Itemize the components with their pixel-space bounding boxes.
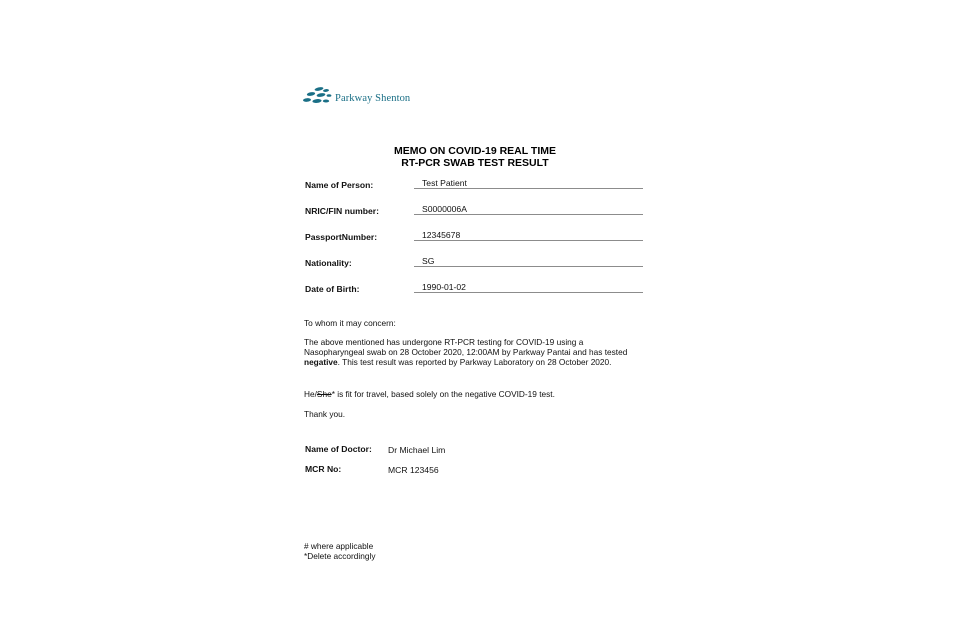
- result-negative: negative: [304, 357, 338, 368]
- fitness-rest: * is fit for travel, based solely on the negative COVID-19 test.: [331, 389, 555, 399]
- name-of-person-underline: [414, 188, 643, 189]
- nric-fin-value: S0000006A: [422, 204, 467, 214]
- result-text-pre: The above mentioned has undergone RT-PCR testing for COVID-19 using a Nasopharyngeal swab on 28 October 2020, 12:00AM by Parkway Pantai and has tested: [304, 337, 628, 358]
- logo-text: Parkway Shenton: [335, 93, 411, 104]
- parkway-shenton-logo: [302, 86, 422, 108]
- date-of-birth-label: Date of Birth:: [305, 284, 360, 294]
- fitness-he: He/: [304, 389, 317, 399]
- logo-mark-icon: [302, 86, 332, 106]
- thank-you: Thank you.: [304, 409, 346, 419]
- result-paragraph: [304, 337, 644, 368]
- mcr-label: MCR No:: [305, 464, 342, 474]
- date-of-birth-underline: [414, 292, 643, 293]
- result-text-post: . This test result was reported by Parkway Laboratory on 28 October 2020.: [337, 357, 612, 368]
- date-of-birth-value: 1990-01-02: [422, 282, 466, 292]
- passport-number-label: PassportNumber:: [305, 232, 378, 242]
- footnote-where-applicable: # where applicable: [304, 541, 374, 551]
- memo-title-line2: RT-PCR SWAB TEST RESULT: [401, 157, 549, 169]
- nationality-underline: [414, 266, 643, 267]
- nationality-label: Nationality:: [305, 258, 352, 268]
- mcr-value: MCR 123456: [388, 465, 439, 475]
- nric-fin-underline: [414, 214, 643, 215]
- doctor-name-value: Dr Michael Lim: [388, 445, 446, 455]
- passport-number-value: 12345678: [422, 230, 461, 240]
- nric-fin-label: NRIC/FIN number:: [305, 206, 379, 216]
- doctor-name-label: Name of Doctor:: [305, 444, 372, 454]
- name-of-person-label: Name of Person:: [305, 180, 374, 190]
- salutation: To whom it may concern:: [304, 318, 396, 328]
- passport-number-underline: [414, 240, 643, 241]
- name-of-person-value: Test Patient: [422, 178, 467, 188]
- footnote-delete-accordingly: *Delete accordingly: [304, 551, 376, 561]
- fitness-statement: [304, 389, 644, 399]
- memo-title-line1: MEMO ON COVID-19 REAL TIME: [394, 145, 556, 157]
- nationality-value: SG: [422, 256, 435, 266]
- fitness-she-struck: She: [316, 389, 332, 399]
